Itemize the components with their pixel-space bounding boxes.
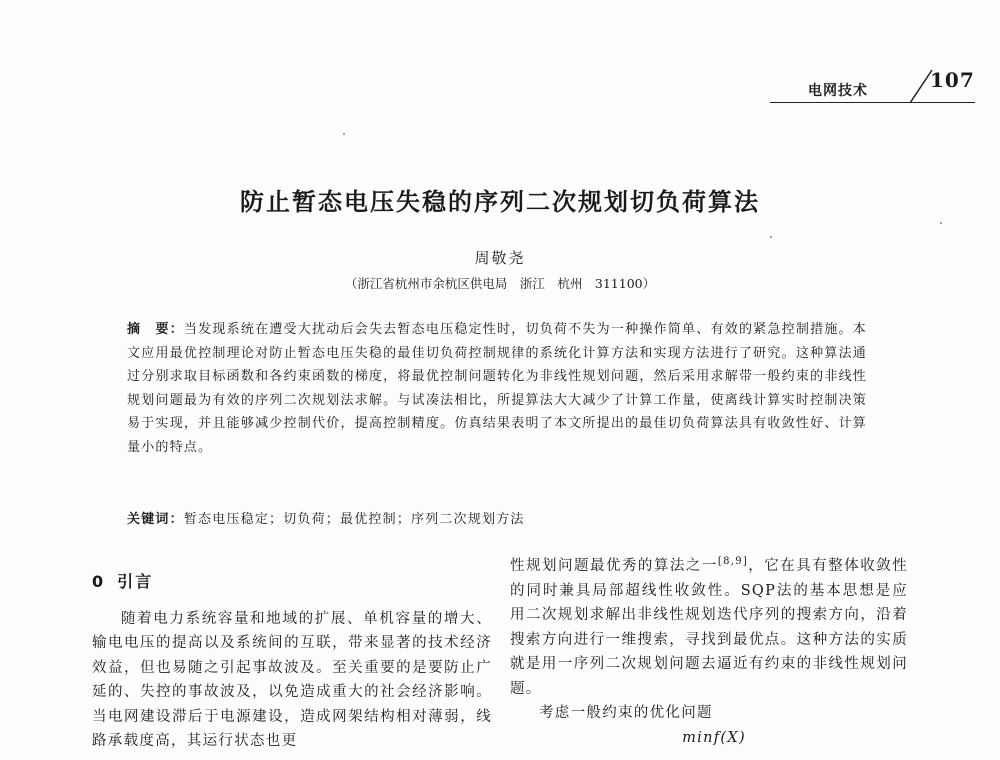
left-column [92, 570, 492, 754]
sqp-text-1: 性规划问题最优秀的算法之一 [510, 558, 718, 574]
scan-speck [770, 236, 772, 238]
paper-title: 防止暂态电压失稳的序列二次规划切负荷算法 [240, 187, 760, 216]
consider-line: 考虑一般约束的优化问题 [539, 705, 713, 721]
keywords-label: 关键词： [127, 512, 184, 527]
abstract-label: 摘 要： [127, 322, 184, 337]
journal-section-name: 电网技术 [808, 83, 868, 99]
keywords-text: 暂态电压稳定；切负荷；最优控制；序列二次规划方法 [183, 512, 525, 527]
introduction-paragraph: 随着电力系统容量和地域的扩展、单机容量的增大、输电电压的提高以及系统间的互联，带来显著的技术经济效益，但也易随之引起事故波及。至关重要的是要防止广延的、失控的事故波及，以免造成重大的社会经济影响。当电网建设滞后于电源建设，造成网架结构相对薄弱，线路承载度高，其运行状态也更 [92, 610, 492, 749]
keywords [127, 508, 867, 527]
section-number: 0 [92, 572, 106, 591]
right-column [510, 554, 908, 750]
abstract-text: 当发现系统在遭受大扰动后会失去暂态电压稳定性时，切负荷不失为一种操作简单、有效的紧急控制措施。本文应用最优控制理论对防止暂态电压失稳的最佳切负荷控制规律的系统化计算方法和实现方法进行了研究。这种算法通过分别求取目标函数和各约束函数的梯度，将最优控制问题转化为非线性规划问题，然后采用求解带一般约束的非线性规划问题最为有效的序列二次规划法求解。与试凑法相比，所提算法大大减少了计算工作量，使离线计算实时控制决策易于实现，并且能够减少控制代价，提高控制精度。仿真结果表明了本文所提出的最佳切负荷算法具有收敛性好、计算量小的特点。 [127, 322, 867, 455]
section-title: 引言 [117, 572, 154, 591]
sqp-text-2: ，它在具有整体收敛性的同时兼具局部超线性收敛性。SQP法的基本思想是应用二次规划求解出非线性规划迭代序列的搜索方向，沿着搜索方向进行一维搜索，寻找到最优点。这种方法的实质就是用一序列二次规划问题去逼近有约束的非线性规划问题。 [510, 558, 908, 697]
scan-speck [343, 133, 345, 135]
author-name: 周敬尧 [474, 249, 526, 267]
sqp-description [510, 554, 908, 701]
header-rule [770, 102, 975, 103]
objective-formula: minf(X) [682, 729, 746, 746]
section-heading [92, 570, 492, 595]
running-header [760, 66, 985, 106]
page-number: 107 [930, 68, 975, 92]
abstract [127, 318, 867, 459]
author-affiliation: （浙江省杭州市余杭区供电局 浙江 杭州 311100） [344, 276, 656, 291]
citation: [8,9] [717, 556, 749, 568]
scan-speck [940, 222, 942, 224]
